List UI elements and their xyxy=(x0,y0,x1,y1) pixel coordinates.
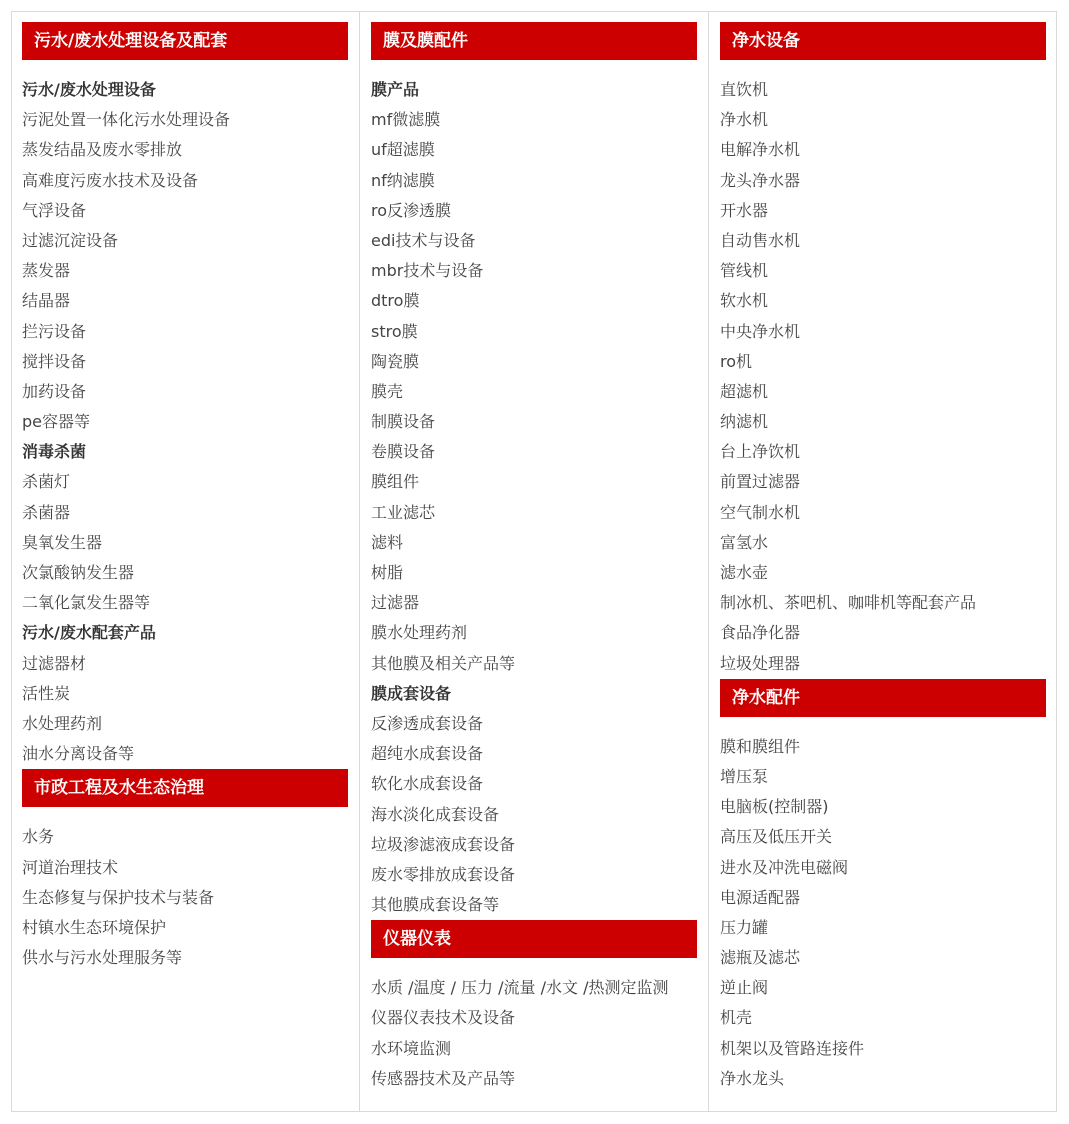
category-item[interactable]: 村镇水生态环境保护 xyxy=(22,917,167,937)
category-item[interactable]: 蒸发结晶及废水零排放 xyxy=(22,140,183,160)
category-item[interactable]: 卷膜设备 xyxy=(371,442,436,462)
category-item[interactable]: dtro膜 xyxy=(371,291,420,311)
category-section xyxy=(371,920,697,1094)
category-item[interactable]: 活性炭 xyxy=(22,683,71,703)
category-item[interactable]: 食品净化器 xyxy=(720,623,801,643)
section-header: 市政工程及水生态治理 xyxy=(22,769,348,807)
category-item[interactable]: 污泥处置一体化污水处理设备 xyxy=(22,110,231,130)
category-section xyxy=(720,22,1046,679)
category-item[interactable]: 垃圾处理器 xyxy=(720,653,801,673)
subcategory-heading: 污水/废水配套产品 xyxy=(22,623,156,643)
category-item[interactable]: 超纯水成套设备 xyxy=(371,744,484,764)
category-column xyxy=(720,22,1046,1094)
category-item[interactable]: 气浮设备 xyxy=(22,200,87,220)
subcategory-heading: 污水/废水处理设备 xyxy=(22,80,156,99)
category-item[interactable]: mf微滤膜 xyxy=(371,110,441,130)
subcategory-heading: 消毒杀菌 xyxy=(22,442,87,462)
category-item[interactable]: 过滤器 xyxy=(371,593,420,613)
category-item[interactable]: 压力罐 xyxy=(720,917,769,937)
category-item-list xyxy=(720,732,1046,1094)
category-item[interactable]: stro膜 xyxy=(371,321,418,341)
category-item[interactable]: 陶瓷膜 xyxy=(371,351,420,371)
category-item[interactable]: 供水与污水处理服务等 xyxy=(22,948,183,968)
category-item[interactable]: 滤瓶及滤芯 xyxy=(720,948,801,968)
category-item[interactable]: 废水零排放成套设备 xyxy=(371,864,516,884)
category-item[interactable]: 直饮机 xyxy=(720,80,769,99)
category-item[interactable]: 油水分离设备等 xyxy=(22,744,135,764)
category-item[interactable]: 传感器技术及产品等 xyxy=(371,1068,516,1088)
category-item[interactable]: 开水器 xyxy=(720,200,769,220)
category-item[interactable]: 加药设备 xyxy=(22,381,87,401)
category-item[interactable]: 净水机 xyxy=(720,110,769,130)
category-item[interactable]: 滤水壶 xyxy=(720,563,769,582)
category-item[interactable]: 电脑板(控制器) xyxy=(720,797,829,817)
category-section xyxy=(22,22,348,769)
category-item[interactable]: 滤料 xyxy=(371,532,404,552)
category-section xyxy=(371,22,697,920)
category-item[interactable]: 龙头净水器 xyxy=(720,170,801,190)
category-item[interactable]: 机架以及管路连接件 xyxy=(720,1038,865,1058)
category-item[interactable]: edi技术与设备 xyxy=(371,230,476,250)
category-item[interactable]: 搅拌设备 xyxy=(22,351,87,371)
category-item[interactable]: 结晶器 xyxy=(22,291,71,311)
category-item[interactable]: 软水机 xyxy=(720,291,769,311)
category-item[interactable]: 中央净水机 xyxy=(720,321,801,341)
category-item[interactable]: 水务 xyxy=(22,827,55,847)
category-item[interactable]: 仪器仪表技术及设备 xyxy=(371,1008,516,1028)
category-item[interactable]: pe容器等 xyxy=(22,412,91,432)
category-item[interactable]: 电源适配器 xyxy=(720,887,801,907)
category-item[interactable]: 反渗透成套设备 xyxy=(371,713,484,733)
category-item[interactable]: 树脂 xyxy=(371,563,404,582)
category-item[interactable]: 河道治理技术 xyxy=(22,857,119,877)
category-item[interactable]: 自动售水机 xyxy=(720,230,801,250)
category-item[interactable]: 其他膜及相关产品等 xyxy=(371,653,516,673)
category-item[interactable]: 过滤沉淀设备 xyxy=(22,230,119,250)
category-item[interactable]: 膜组件 xyxy=(371,472,420,492)
category-item[interactable]: 二氧化氯发生器等 xyxy=(22,593,151,613)
category-item[interactable]: 机壳 xyxy=(720,1008,753,1028)
category-item[interactable]: 臭氧发生器 xyxy=(22,532,103,552)
category-item[interactable]: nf纳滤膜 xyxy=(371,170,435,190)
section-header: 污水/废水处理设备及配套 xyxy=(22,22,348,60)
category-item[interactable]: 前置过滤器 xyxy=(720,472,801,492)
category-item[interactable]: 空气制水机 xyxy=(720,502,801,522)
category-item[interactable]: 次氯酸钠发生器 xyxy=(22,563,135,582)
category-item[interactable]: 其他膜成套设备等 xyxy=(371,895,500,915)
category-item[interactable]: 超滤机 xyxy=(720,381,769,401)
category-item[interactable]: 台上净饮机 xyxy=(720,442,801,462)
category-item[interactable]: 电解净水机 xyxy=(720,140,801,160)
category-item[interactable]: 进水及冲洗电磁阀 xyxy=(720,857,849,877)
category-item[interactable]: 过滤器材 xyxy=(22,653,87,673)
column-divider xyxy=(708,11,709,1112)
category-item[interactable]: uf超滤膜 xyxy=(371,140,435,160)
category-item[interactable]: 净水龙头 xyxy=(720,1068,785,1088)
subcategory-heading: 膜产品 xyxy=(371,80,420,99)
category-column xyxy=(371,22,697,1094)
category-section xyxy=(22,769,348,973)
category-item-list xyxy=(22,75,348,769)
category-item-list xyxy=(720,75,1046,679)
category-item[interactable]: 垃圾渗滤液成套设备 xyxy=(371,834,516,854)
category-item[interactable]: 膜和膜组件 xyxy=(720,736,801,756)
category-item[interactable]: 高压及低压开关 xyxy=(720,827,833,847)
category-item[interactable]: ro反渗透膜 xyxy=(371,200,452,220)
subcategory-heading: 膜成套设备 xyxy=(371,683,452,703)
category-item[interactable]: mbr技术与设备 xyxy=(371,261,484,281)
category-item[interactable]: 水环境监测 xyxy=(371,1038,452,1058)
section-header: 仪器仪表 xyxy=(371,920,697,958)
category-item[interactable]: 纳滤机 xyxy=(720,412,769,432)
category-item[interactable]: 高难度污废水技术及设备 xyxy=(22,170,199,190)
category-item[interactable]: 杀菌灯 xyxy=(22,472,71,492)
category-item[interactable]: 海水淡化成套设备 xyxy=(371,804,500,824)
category-column xyxy=(22,22,348,973)
category-item[interactable]: 蒸发器 xyxy=(22,261,71,281)
section-header: 膜及膜配件 xyxy=(371,22,697,60)
category-item[interactable]: 增压泵 xyxy=(720,766,769,786)
section-header: 净水配件 xyxy=(720,679,1046,717)
category-item[interactable]: 逆止阀 xyxy=(720,978,769,998)
category-item[interactable]: 制膜设备 xyxy=(371,412,436,432)
column-divider xyxy=(359,11,360,1112)
category-item[interactable]: 富氢水 xyxy=(720,532,769,552)
category-item[interactable]: 膜水处理药剂 xyxy=(371,623,468,643)
category-item[interactable]: ro机 xyxy=(720,351,753,371)
category-item-list xyxy=(371,75,697,920)
category-section xyxy=(720,679,1046,1094)
category-item[interactable]: 膜壳 xyxy=(371,381,404,401)
category-item[interactable]: 生态修复与保护技术与装备 xyxy=(22,887,215,907)
category-item[interactable]: 工业滤芯 xyxy=(371,502,436,522)
category-item-list xyxy=(22,822,348,973)
category-item[interactable]: 制冰机、茶吧机、咖啡机等配套产品 xyxy=(720,593,977,613)
category-item[interactable]: 管线机 xyxy=(720,261,769,281)
category-item-list xyxy=(371,973,697,1094)
category-item[interactable]: 水质 /温度 / 压力 /流量 /水文 /热测定监测 xyxy=(371,978,669,998)
section-header: 净水设备 xyxy=(720,22,1046,60)
category-item[interactable]: 水处理药剂 xyxy=(22,713,103,733)
category-item[interactable]: 杀菌器 xyxy=(22,502,71,522)
category-item[interactable]: 软化水成套设备 xyxy=(371,774,484,794)
category-item[interactable]: 拦污设备 xyxy=(22,321,87,341)
